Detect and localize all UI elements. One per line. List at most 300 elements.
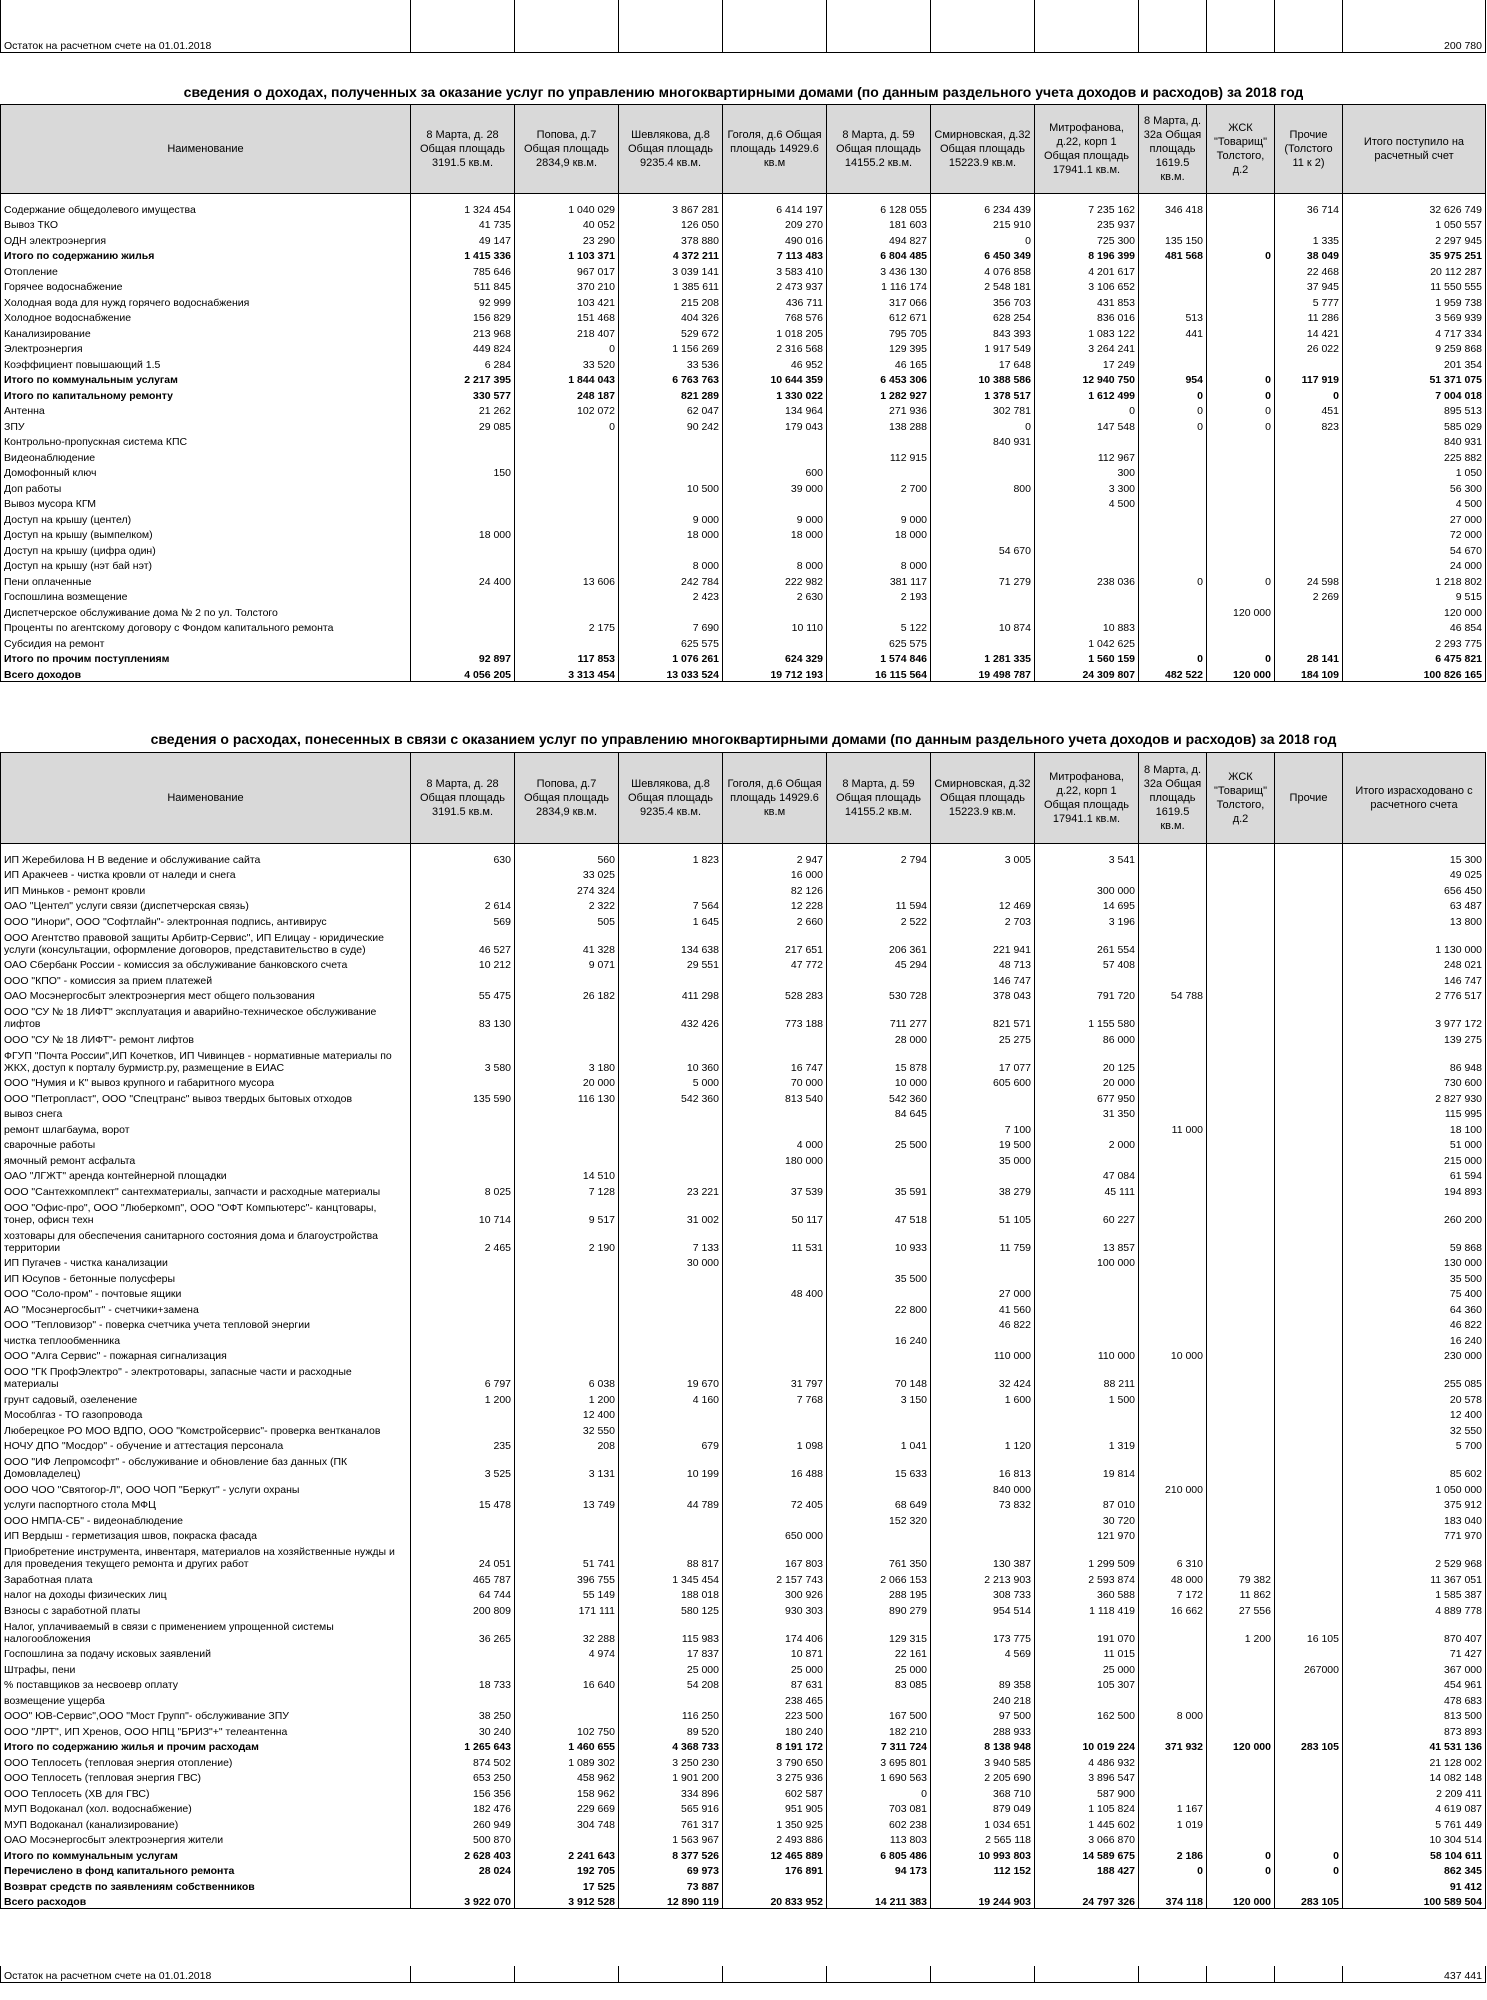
value-cell: 14 082 148 <box>1343 1769 1486 1785</box>
row-label: Контрольно-пропускная система КПС <box>1 433 411 449</box>
row-label: Госпошлина возмещение <box>1 588 411 604</box>
value-cell: 1 445 602 <box>1035 1815 1139 1831</box>
value-cell <box>1207 1660 1275 1676</box>
value-cell <box>1207 1784 1275 1800</box>
value-cell <box>1139 897 1207 913</box>
value-cell: 0 <box>1139 650 1207 666</box>
blank-cell <box>827 0 931 38</box>
value-cell: 2 565 118 <box>931 1831 1035 1847</box>
value-cell <box>1207 1136 1275 1152</box>
value-cell: 32 288 <box>515 1617 619 1645</box>
value-cell: 304 748 <box>515 1815 619 1831</box>
row-label: Электроэнергия <box>1 340 411 356</box>
value-cell: 215 208 <box>619 293 723 309</box>
row-label: Канализирование <box>1 324 411 340</box>
empty-cell <box>931 38 1035 53</box>
value-cell: 1 019 <box>1139 1815 1207 1831</box>
value-cell <box>1139 1226 1207 1254</box>
value-cell: 432 426 <box>619 1002 723 1030</box>
value-cell: 16 240 <box>1343 1331 1486 1347</box>
balance-label: Остаток на расчетном счете на 01.01.2018 <box>1 38 411 53</box>
value-cell: 1 385 611 <box>619 278 723 294</box>
table-row <box>1 1105 1486 1121</box>
value-cell: 2 776 517 <box>1343 987 1486 1003</box>
column-header: Прочие (Толстого 11 к 2) <box>1275 105 1343 194</box>
table-row <box>1 1452 1486 1480</box>
value-cell: 37 945 <box>1275 278 1343 294</box>
value-cell: 1 415 336 <box>411 247 515 263</box>
value-cell <box>1207 1496 1275 1512</box>
value-cell: 201 354 <box>1343 355 1486 371</box>
value-cell <box>1207 912 1275 928</box>
column-header: 8 Марта, д. 59 Общая площадь 14155.2 кв.м. <box>827 753 931 844</box>
value-cell <box>1139 912 1207 928</box>
value-cell: 300 000 <box>1035 881 1139 897</box>
value-cell: 0 <box>1207 572 1275 588</box>
value-cell: 3 940 585 <box>931 1753 1035 1769</box>
value-cell <box>723 1120 827 1136</box>
empty-cell <box>1035 38 1139 53</box>
value-cell: 179 043 <box>723 417 827 433</box>
value-cell <box>1139 1089 1207 1105</box>
value-cell <box>1035 1269 1139 1285</box>
row-label: Налог, уплачиваемый в связи с применением упрощенной системы налогообложения <box>1 1617 411 1645</box>
value-cell: 126 050 <box>619 216 723 232</box>
value-cell <box>1139 1331 1207 1347</box>
value-cell: 10 500 <box>619 479 723 495</box>
value-cell: 951 905 <box>723 1800 827 1816</box>
value-cell <box>619 1269 723 1285</box>
column-header: 8 Марта, д. 59 Общая площадь 14155.2 кв.м. <box>827 105 931 194</box>
value-cell: 378 880 <box>619 231 723 247</box>
value-cell: 481 568 <box>1139 247 1207 263</box>
value-cell <box>827 1877 931 1893</box>
value-cell: 1 083 122 <box>1035 324 1139 340</box>
value-cell <box>1207 1120 1275 1136</box>
value-cell <box>619 1030 723 1046</box>
value-cell: 235 937 <box>1035 216 1139 232</box>
value-cell: 630 <box>411 850 515 866</box>
value-cell <box>1207 1406 1275 1422</box>
value-cell <box>1207 1269 1275 1285</box>
value-cell <box>931 557 1035 573</box>
value-cell <box>1207 1167 1275 1183</box>
value-cell: 2 947 <box>723 850 827 866</box>
value-cell <box>1035 1406 1139 1422</box>
value-cell: 130 000 <box>1343 1254 1486 1270</box>
value-cell <box>1035 1300 1139 1316</box>
value-cell <box>1275 495 1343 511</box>
table-row <box>1 1331 1486 1347</box>
table-row <box>1 1586 1486 1602</box>
row-label: ООО "ЛРТ", ИП Хренов, ООО НПЦ "БРИЗ"+" телеантенна <box>1 1722 411 1738</box>
row-label: ООО "Сантехкомплект" сантехматериалы, запчасти и расходные материалы <box>1 1182 411 1198</box>
value-cell: 15 300 <box>1343 850 1486 866</box>
value-cell: 25 275 <box>931 1030 1035 1046</box>
value-cell: 152 320 <box>827 1511 931 1527</box>
row-label: АО "Мосэнергосбыт" - счетчики+замена <box>1 1300 411 1316</box>
column-header-name: Наименование <box>1 105 411 194</box>
value-cell: 35 500 <box>827 1269 931 1285</box>
value-cell <box>723 1347 827 1363</box>
value-cell: 10 874 <box>931 619 1035 635</box>
value-cell: 16 115 564 <box>827 665 931 681</box>
value-cell: 441 <box>1139 324 1207 340</box>
row-label: Итого по коммунальным услугам <box>1 1846 411 1862</box>
value-cell <box>1139 1769 1207 1785</box>
value-cell: 13 857 <box>1035 1226 1139 1254</box>
value-cell <box>1275 987 1343 1003</box>
value-cell: 192 705 <box>515 1862 619 1878</box>
value-cell <box>411 510 515 526</box>
value-cell <box>1139 866 1207 882</box>
table-row <box>1 1753 1486 1769</box>
value-cell <box>1275 1316 1343 1332</box>
value-cell: 103 421 <box>515 293 619 309</box>
row-label: Итого по содержанию жилья и прочим расходам <box>1 1738 411 1754</box>
value-cell <box>515 1136 619 1152</box>
value-cell: 188 427 <box>1035 1862 1139 1878</box>
value-cell: 12 890 119 <box>619 1893 723 1909</box>
value-cell <box>411 1527 515 1543</box>
value-cell: 11 367 051 <box>1343 1570 1486 1586</box>
table-row <box>1 1074 1486 1090</box>
value-cell <box>515 541 619 557</box>
value-cell: 873 893 <box>1343 1722 1486 1738</box>
value-cell: 7 235 162 <box>1035 200 1139 216</box>
table-row <box>1 324 1486 340</box>
value-cell <box>411 588 515 604</box>
value-cell <box>931 510 1035 526</box>
expense-title: сведения о расходах, понесенных в связи с оказанием услуг по управлению многоквартирными домами (по данным раздельного учета доходов и расходов) за 2018 год <box>150 731 1337 747</box>
value-cell <box>619 1527 723 1543</box>
row-label: Итого по прочим поступлениям <box>1 650 411 666</box>
value-cell: 3 569 939 <box>1343 309 1486 325</box>
value-cell: 791 720 <box>1035 987 1139 1003</box>
value-cell: 542 360 <box>619 1089 723 1105</box>
value-cell <box>1139 1753 1207 1769</box>
value-cell: 18 000 <box>723 526 827 542</box>
value-cell: 6 453 306 <box>827 371 931 387</box>
value-cell <box>1275 1480 1343 1496</box>
value-cell: 528 283 <box>723 987 827 1003</box>
value-cell <box>1139 1421 1207 1437</box>
value-cell: 11 594 <box>827 897 931 913</box>
value-cell <box>515 1269 619 1285</box>
value-cell: 454 961 <box>1343 1676 1486 1692</box>
value-cell: 188 018 <box>619 1586 723 1602</box>
value-cell <box>1207 1421 1275 1437</box>
blank-cell <box>1139 0 1207 38</box>
table-row <box>1 1691 1486 1707</box>
value-cell <box>723 603 827 619</box>
value-cell: 25 000 <box>619 1660 723 1676</box>
value-cell <box>931 634 1035 650</box>
value-cell <box>515 526 619 542</box>
value-cell: 840 931 <box>931 433 1035 449</box>
value-cell: 1 041 <box>827 1437 931 1453</box>
row-label: чистка теплообменника <box>1 1331 411 1347</box>
value-cell: 10 019 224 <box>1035 1738 1139 1754</box>
value-cell: 10 871 <box>723 1645 827 1661</box>
value-cell: 46 822 <box>931 1316 1035 1332</box>
value-cell: 17 077 <box>931 1046 1035 1074</box>
value-cell: 46 854 <box>1343 619 1486 635</box>
value-cell <box>1275 464 1343 480</box>
value-cell: 0 <box>1207 386 1275 402</box>
row-label: Заработная плата <box>1 1570 411 1586</box>
table-row <box>1 928 1486 956</box>
value-cell: 51 105 <box>931 1198 1035 1226</box>
value-cell <box>1139 971 1207 987</box>
value-cell: 162 500 <box>1035 1707 1139 1723</box>
value-cell <box>723 1316 827 1332</box>
value-cell <box>1207 1800 1275 1816</box>
value-cell: 1 959 738 <box>1343 293 1486 309</box>
value-cell: 602 238 <box>827 1815 931 1831</box>
value-cell: 221 941 <box>931 928 1035 956</box>
value-cell: 167 500 <box>827 1707 931 1723</box>
value-cell: 18 733 <box>411 1676 515 1692</box>
row-label: Взносы с заработной платы <box>1 1601 411 1617</box>
value-cell: 92 897 <box>411 650 515 666</box>
table-row <box>1 1722 1486 1738</box>
value-cell: 36 714 <box>1275 200 1343 216</box>
value-cell: 813 500 <box>1343 1707 1486 1723</box>
blank-cell <box>723 0 827 38</box>
value-cell: 2 465 <box>411 1226 515 1254</box>
table-row <box>1 1300 1486 1316</box>
value-cell <box>1207 1511 1275 1527</box>
value-cell <box>827 1347 931 1363</box>
value-cell: 31 002 <box>619 1198 723 1226</box>
value-cell <box>1275 1406 1343 1422</box>
value-cell <box>515 1707 619 1723</box>
value-cell: 3 977 172 <box>1343 1002 1486 1030</box>
value-cell: 773 188 <box>723 1002 827 1030</box>
income-title: сведения о доходах, полученных за оказание услуг по управлению многоквартирными домами (по данным раздельного учета доходов и расходов) за 2018 год <box>183 84 1304 100</box>
value-cell <box>619 1421 723 1437</box>
value-cell: 2 186 <box>1139 1846 1207 1862</box>
row-label: Доступ на крышу (нэт бай нэт) <box>1 557 411 573</box>
value-cell: 4 500 <box>1343 495 1486 511</box>
value-cell <box>411 433 515 449</box>
table-row <box>1 448 1486 464</box>
value-cell <box>1207 324 1275 340</box>
value-cell <box>1275 897 1343 913</box>
value-cell: 20 112 287 <box>1343 262 1486 278</box>
value-cell: 2 628 403 <box>411 1846 515 1862</box>
table-row <box>1 433 1486 449</box>
value-cell: 0 <box>1207 1846 1275 1862</box>
row-label: ООО ЧОО "Святогор-Л", ООО ЧОП "Беркут" - услуги охраны <box>1 1480 411 1496</box>
value-cell: 55 149 <box>515 1586 619 1602</box>
row-label: ООО Агентство правовой защиты Арбитр-Сервис", ИП Елицау - юридические услуги (консультации, оформление договоров, представительство в суде) <box>1 928 411 956</box>
value-cell: 1 050 557 <box>1343 216 1486 232</box>
value-cell <box>1275 1105 1343 1121</box>
value-cell <box>1139 1362 1207 1390</box>
value-cell: 41 560 <box>931 1300 1035 1316</box>
value-cell <box>411 1269 515 1285</box>
value-cell: 11 286 <box>1275 309 1343 325</box>
value-cell <box>827 1406 931 1422</box>
value-cell: 8 377 526 <box>619 1846 723 1862</box>
row-label: ремонт шлагбаума, ворот <box>1 1120 411 1136</box>
value-cell: 2 316 568 <box>723 340 827 356</box>
value-cell: 218 407 <box>515 324 619 340</box>
value-cell: 14 510 <box>515 1167 619 1183</box>
value-cell: 73 832 <box>931 1496 1035 1512</box>
value-cell: 580 125 <box>619 1601 723 1617</box>
row-label: хозтовары для обеспечения санитарного состояния дома и благоустройства территории <box>1 1226 411 1254</box>
value-cell: 530 728 <box>827 987 931 1003</box>
value-cell <box>1139 464 1207 480</box>
value-cell: 271 936 <box>827 402 931 418</box>
empty-cell <box>515 38 619 53</box>
value-cell: 100 589 504 <box>1343 1893 1486 1909</box>
row-label: % поставщиков за несвоевр оплату <box>1 1676 411 1692</box>
row-label: ЗПУ <box>1 417 411 433</box>
value-cell <box>1275 557 1343 573</box>
empty-cell <box>723 1966 827 1983</box>
value-cell <box>1139 1285 1207 1301</box>
value-cell: 45 111 <box>1035 1182 1139 1198</box>
row-label: Отопление <box>1 262 411 278</box>
value-cell: 213 968 <box>411 324 515 340</box>
table-row <box>1 541 1486 557</box>
value-cell: 18 000 <box>827 526 931 542</box>
value-cell <box>1207 479 1275 495</box>
value-cell: 49 025 <box>1343 866 1486 882</box>
value-cell: 431 853 <box>1035 293 1139 309</box>
empty-cell <box>1139 38 1207 53</box>
value-cell: 371 932 <box>1139 1738 1207 1754</box>
value-cell: 870 407 <box>1343 1617 1486 1645</box>
value-cell: 1 040 029 <box>515 200 619 216</box>
value-cell: 28 141 <box>1275 650 1343 666</box>
value-cell: 2 827 930 <box>1343 1089 1486 1105</box>
value-cell <box>1207 1182 1275 1198</box>
value-cell: 862 345 <box>1343 1862 1486 1878</box>
value-cell <box>619 1105 723 1121</box>
row-label: Всего доходов <box>1 665 411 681</box>
value-cell <box>723 448 827 464</box>
row-label: Мособлгаз - ТО газопровода <box>1 1406 411 1422</box>
value-cell <box>1275 1226 1343 1254</box>
value-cell: 612 671 <box>827 309 931 325</box>
table-row <box>1 1527 1486 1543</box>
value-cell <box>827 1421 931 1437</box>
value-cell <box>931 1105 1035 1121</box>
value-cell <box>1275 1601 1343 1617</box>
row-label: возмещение ущерба <box>1 1691 411 1707</box>
value-cell: 785 646 <box>411 262 515 278</box>
value-cell: 138 288 <box>827 417 931 433</box>
row-label: ОАО "Центел" услуги связи (диспетчерская связь) <box>1 897 411 913</box>
value-cell <box>411 557 515 573</box>
value-cell: 64 360 <box>1343 1300 1486 1316</box>
value-cell: 569 <box>411 912 515 928</box>
value-cell <box>1139 956 1207 972</box>
value-cell <box>1035 971 1139 987</box>
row-label: Штрафы, пени <box>1 1660 411 1676</box>
value-cell <box>1275 866 1343 882</box>
value-cell: 0 <box>931 231 1035 247</box>
value-cell <box>1035 526 1139 542</box>
value-cell: 0 <box>1275 1862 1343 1878</box>
value-cell <box>723 1167 827 1183</box>
value-cell <box>1139 1831 1207 1847</box>
value-cell: 54 670 <box>931 541 1035 557</box>
value-cell <box>1275 1390 1343 1406</box>
value-cell: 274 324 <box>515 881 619 897</box>
value-cell: 110 000 <box>931 1347 1035 1363</box>
value-cell: 222 982 <box>723 572 827 588</box>
empty-cell <box>827 1966 931 1983</box>
value-cell <box>931 1254 1035 1270</box>
value-cell: 24 051 <box>411 1542 515 1570</box>
value-cell: 135 150 <box>1139 231 1207 247</box>
value-cell: 24 400 <box>411 572 515 588</box>
value-cell: 2 241 643 <box>515 1846 619 1862</box>
value-cell: 35 500 <box>1343 1269 1486 1285</box>
value-cell: 2 630 <box>723 588 827 604</box>
value-cell <box>1139 433 1207 449</box>
value-cell <box>1207 1074 1275 1090</box>
empty-cell <box>1139 1966 1207 1983</box>
table-row <box>1 897 1486 913</box>
value-cell: 725 300 <box>1035 231 1139 247</box>
table-row <box>1 231 1486 247</box>
value-cell: 54 788 <box>1139 987 1207 1003</box>
value-cell: 1 265 643 <box>411 1738 515 1754</box>
value-cell <box>723 1421 827 1437</box>
closing-balance-table <box>0 1966 1486 1983</box>
value-cell <box>1275 1769 1343 1785</box>
value-cell: 56 300 <box>1343 479 1486 495</box>
row-label: Антенна <box>1 402 411 418</box>
value-cell: 843 393 <box>931 324 1035 340</box>
value-cell <box>1207 262 1275 278</box>
value-cell: 9 517 <box>515 1198 619 1226</box>
value-cell: 9 071 <box>515 956 619 972</box>
value-cell <box>1207 971 1275 987</box>
balance-label: Остаток на расчетном счете на 01.01.2018 <box>1 1966 411 1983</box>
value-cell <box>411 619 515 635</box>
value-cell <box>1275 1331 1343 1347</box>
value-cell: 9 000 <box>723 510 827 526</box>
row-label: сварочные работы <box>1 1136 411 1152</box>
value-cell <box>827 464 931 480</box>
value-cell: 15 878 <box>827 1046 931 1074</box>
value-cell: 238 036 <box>1035 572 1139 588</box>
value-cell: 9 000 <box>827 510 931 526</box>
value-cell: 0 <box>1139 572 1207 588</box>
value-cell: 19 498 787 <box>931 665 1035 681</box>
row-label: ООО "Соло-пром" - почтовые ящики <box>1 1285 411 1301</box>
value-cell <box>1207 200 1275 216</box>
value-cell <box>411 603 515 619</box>
value-cell: 0 <box>1207 402 1275 418</box>
value-cell: 89 358 <box>931 1676 1035 1692</box>
value-cell: 3 180 <box>515 1046 619 1074</box>
value-cell: 1 120 <box>931 1437 1035 1453</box>
value-cell: 17 648 <box>931 355 1035 371</box>
value-cell: 71 427 <box>1343 1645 1486 1661</box>
value-cell <box>1207 1151 1275 1167</box>
value-cell: 7 690 <box>619 619 723 635</box>
value-cell <box>1275 850 1343 866</box>
